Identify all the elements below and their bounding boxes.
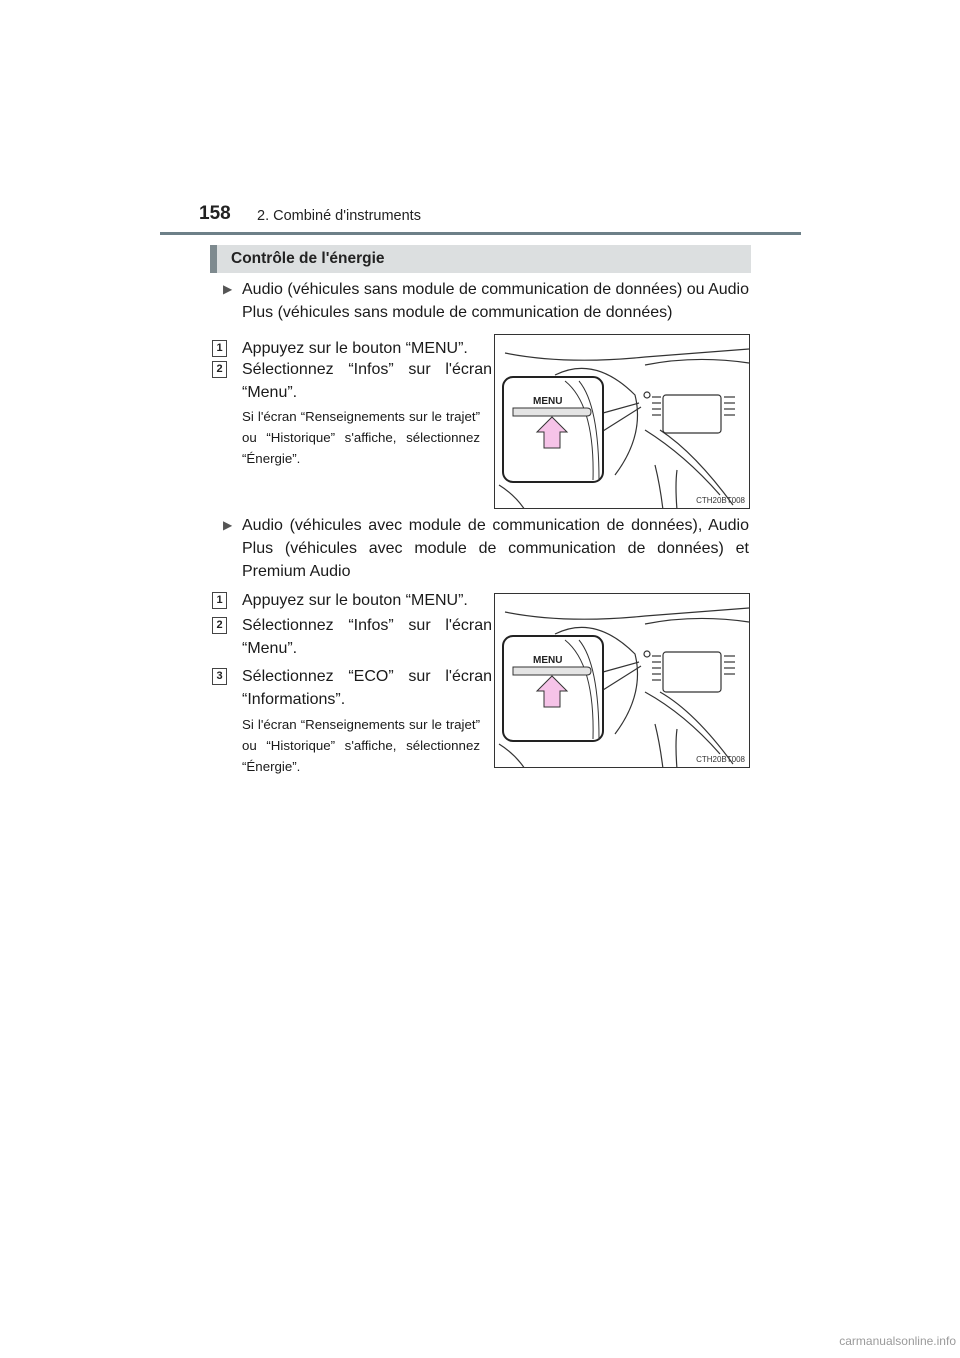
bullet-text: Audio (véhicules avec module de communication de données), Audio Plus (véhicules avec module de communication de données) et Premium Audio: [242, 517, 749, 580]
bullet-text: Audio (véhicules sans module de communication de données) ou Audio Plus (véhicules sans module de communication de données): [242, 281, 749, 321]
step-text: Appuyez sur le bouton “MENU”.: [242, 592, 468, 609]
step-note: Si l'écran “Renseignements sur le trajet” ou “Historique” s'affiche, sélectionnez “Énergie”.: [242, 717, 480, 774]
step-number: 1: [212, 592, 227, 609]
step-number: 3: [212, 668, 227, 685]
page-number: 158: [199, 203, 231, 224]
footer-watermark: carmanualsonline.info: [839, 1334, 956, 1348]
triangle-bullet-icon: ▶: [223, 282, 233, 296]
menu-button-label: MENU: [533, 655, 563, 666]
section-header: [210, 245, 751, 273]
step-text: Sélectionnez “Infos” sur l'écran “Menu”.: [242, 617, 492, 657]
section-title: Contrôle de l'énergie: [231, 250, 385, 267]
triangle-bullet-icon: ▶: [223, 518, 233, 532]
step-text: Sélectionnez “Infos” sur l'écran “Menu”.: [242, 361, 492, 401]
step-text: Appuyez sur le bouton “MENU”.: [242, 340, 468, 357]
chapter-title: 2. Combiné d'instruments: [257, 208, 421, 224]
header-rule: [160, 232, 801, 235]
step-note: Si l'écran “Renseignements sur le trajet” ou “Historique” s'affiche, sélectionnez “Énergie”.: [242, 409, 480, 466]
step-number: 2: [212, 361, 227, 378]
step-number: 2: [212, 617, 227, 634]
dashboard-illustration: [494, 334, 750, 509]
figure-code: CTH20BT008: [696, 755, 745, 764]
step-number: 1: [212, 340, 227, 357]
bullet-item: [221, 278, 749, 324]
dashboard-drawing: [495, 335, 750, 509]
dashboard-illustration: [494, 593, 750, 768]
figure-code: CTH20BT008: [696, 496, 745, 505]
bullet-item: [221, 514, 749, 583]
step-text: Sélectionnez “ECO” sur l'écran “Informations”.: [242, 668, 492, 708]
dashboard-drawing: [495, 594, 750, 768]
menu-button-label: MENU: [533, 396, 563, 407]
